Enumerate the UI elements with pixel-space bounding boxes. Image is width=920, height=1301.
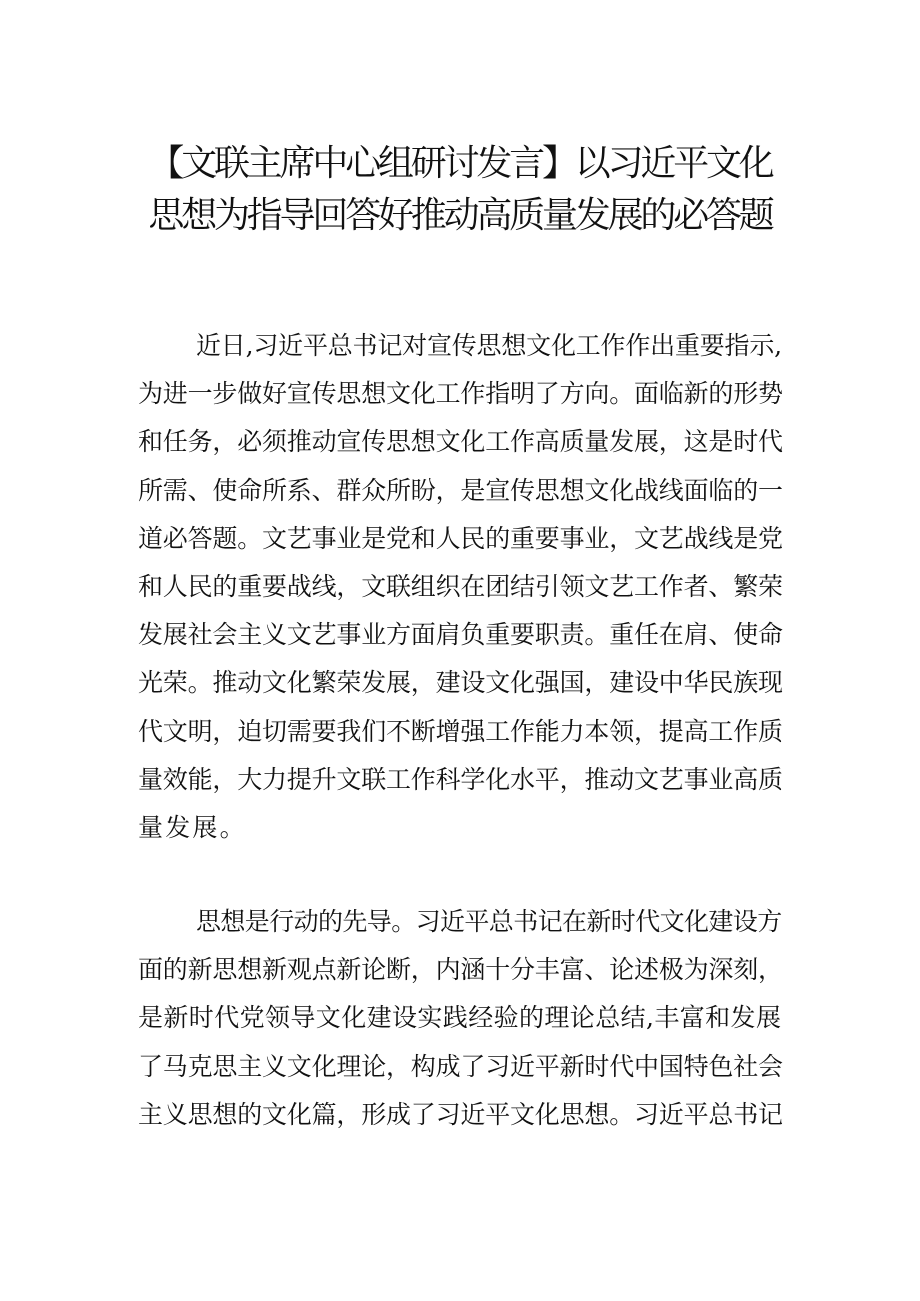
paragraph-line: 量发展。 (138, 812, 247, 842)
paragraph-2 (138, 898, 783, 1139)
paragraph-line: 面的新思想新观点新论断，内涵十分丰富、论述极为深刻， (138, 955, 783, 985)
paragraph-line: 近日,习近平总书记对宣传思想文化工作作出重要指示, (196, 331, 782, 360)
paragraph-line: 所需、使命所系、群众所盼，是宣传思想文化战线面临的一 (138, 475, 783, 505)
paragraph-line: 光荣。推动文化繁荣发展，建设文化强国，建设中华民族现 (138, 668, 783, 698)
paragraph-line: 发展社会主义文艺事业方面肩负重要职责。重任在肩、使命 (138, 620, 783, 650)
paragraph-line: 和任务，必须推动宣传思想文化工作高质量发展，这是时代 (138, 427, 783, 457)
document-title (0, 138, 920, 242)
title-line: 【文联主席中心组研讨发言】以习近平文化 (148, 143, 772, 184)
paragraph-line: 为进一步做好宣传思想文化工作指明了方向。面临新的形势 (138, 379, 783, 409)
title-line: 思想为指导回答好推动高质量发展的必答题 (148, 195, 772, 236)
paragraph-line: 代文明，迫切需要我们不断增强工作能力本领，提高工作质 (138, 716, 783, 746)
paragraph-line: 主义思想的文化篇，形成了习近平文化思想。习近平总书记 (138, 1099, 783, 1129)
paragraph-line: 道必答题。文艺事业是党和人民的重要事业，文艺战线是党 (138, 523, 783, 553)
paragraph-line: 了马克思主义文化理论，构成了习近平新时代中国特色社会 (138, 1051, 783, 1081)
paragraph-line: 思想是行动的先导。习近平总书记在新时代文化建设方 (196, 907, 782, 936)
paragraph-1 (138, 322, 783, 852)
paragraph-line: 是新时代党领导文化建设实践经验的理论总结,丰富和发展 (138, 1003, 782, 1033)
paragraph-line: 量效能，大力提升文联工作科学化水平，推动文艺事业高质 (138, 764, 783, 794)
paragraph-line: 和人民的重要战线，文联组织在团结引领文艺工作者、繁荣 (138, 571, 783, 601)
